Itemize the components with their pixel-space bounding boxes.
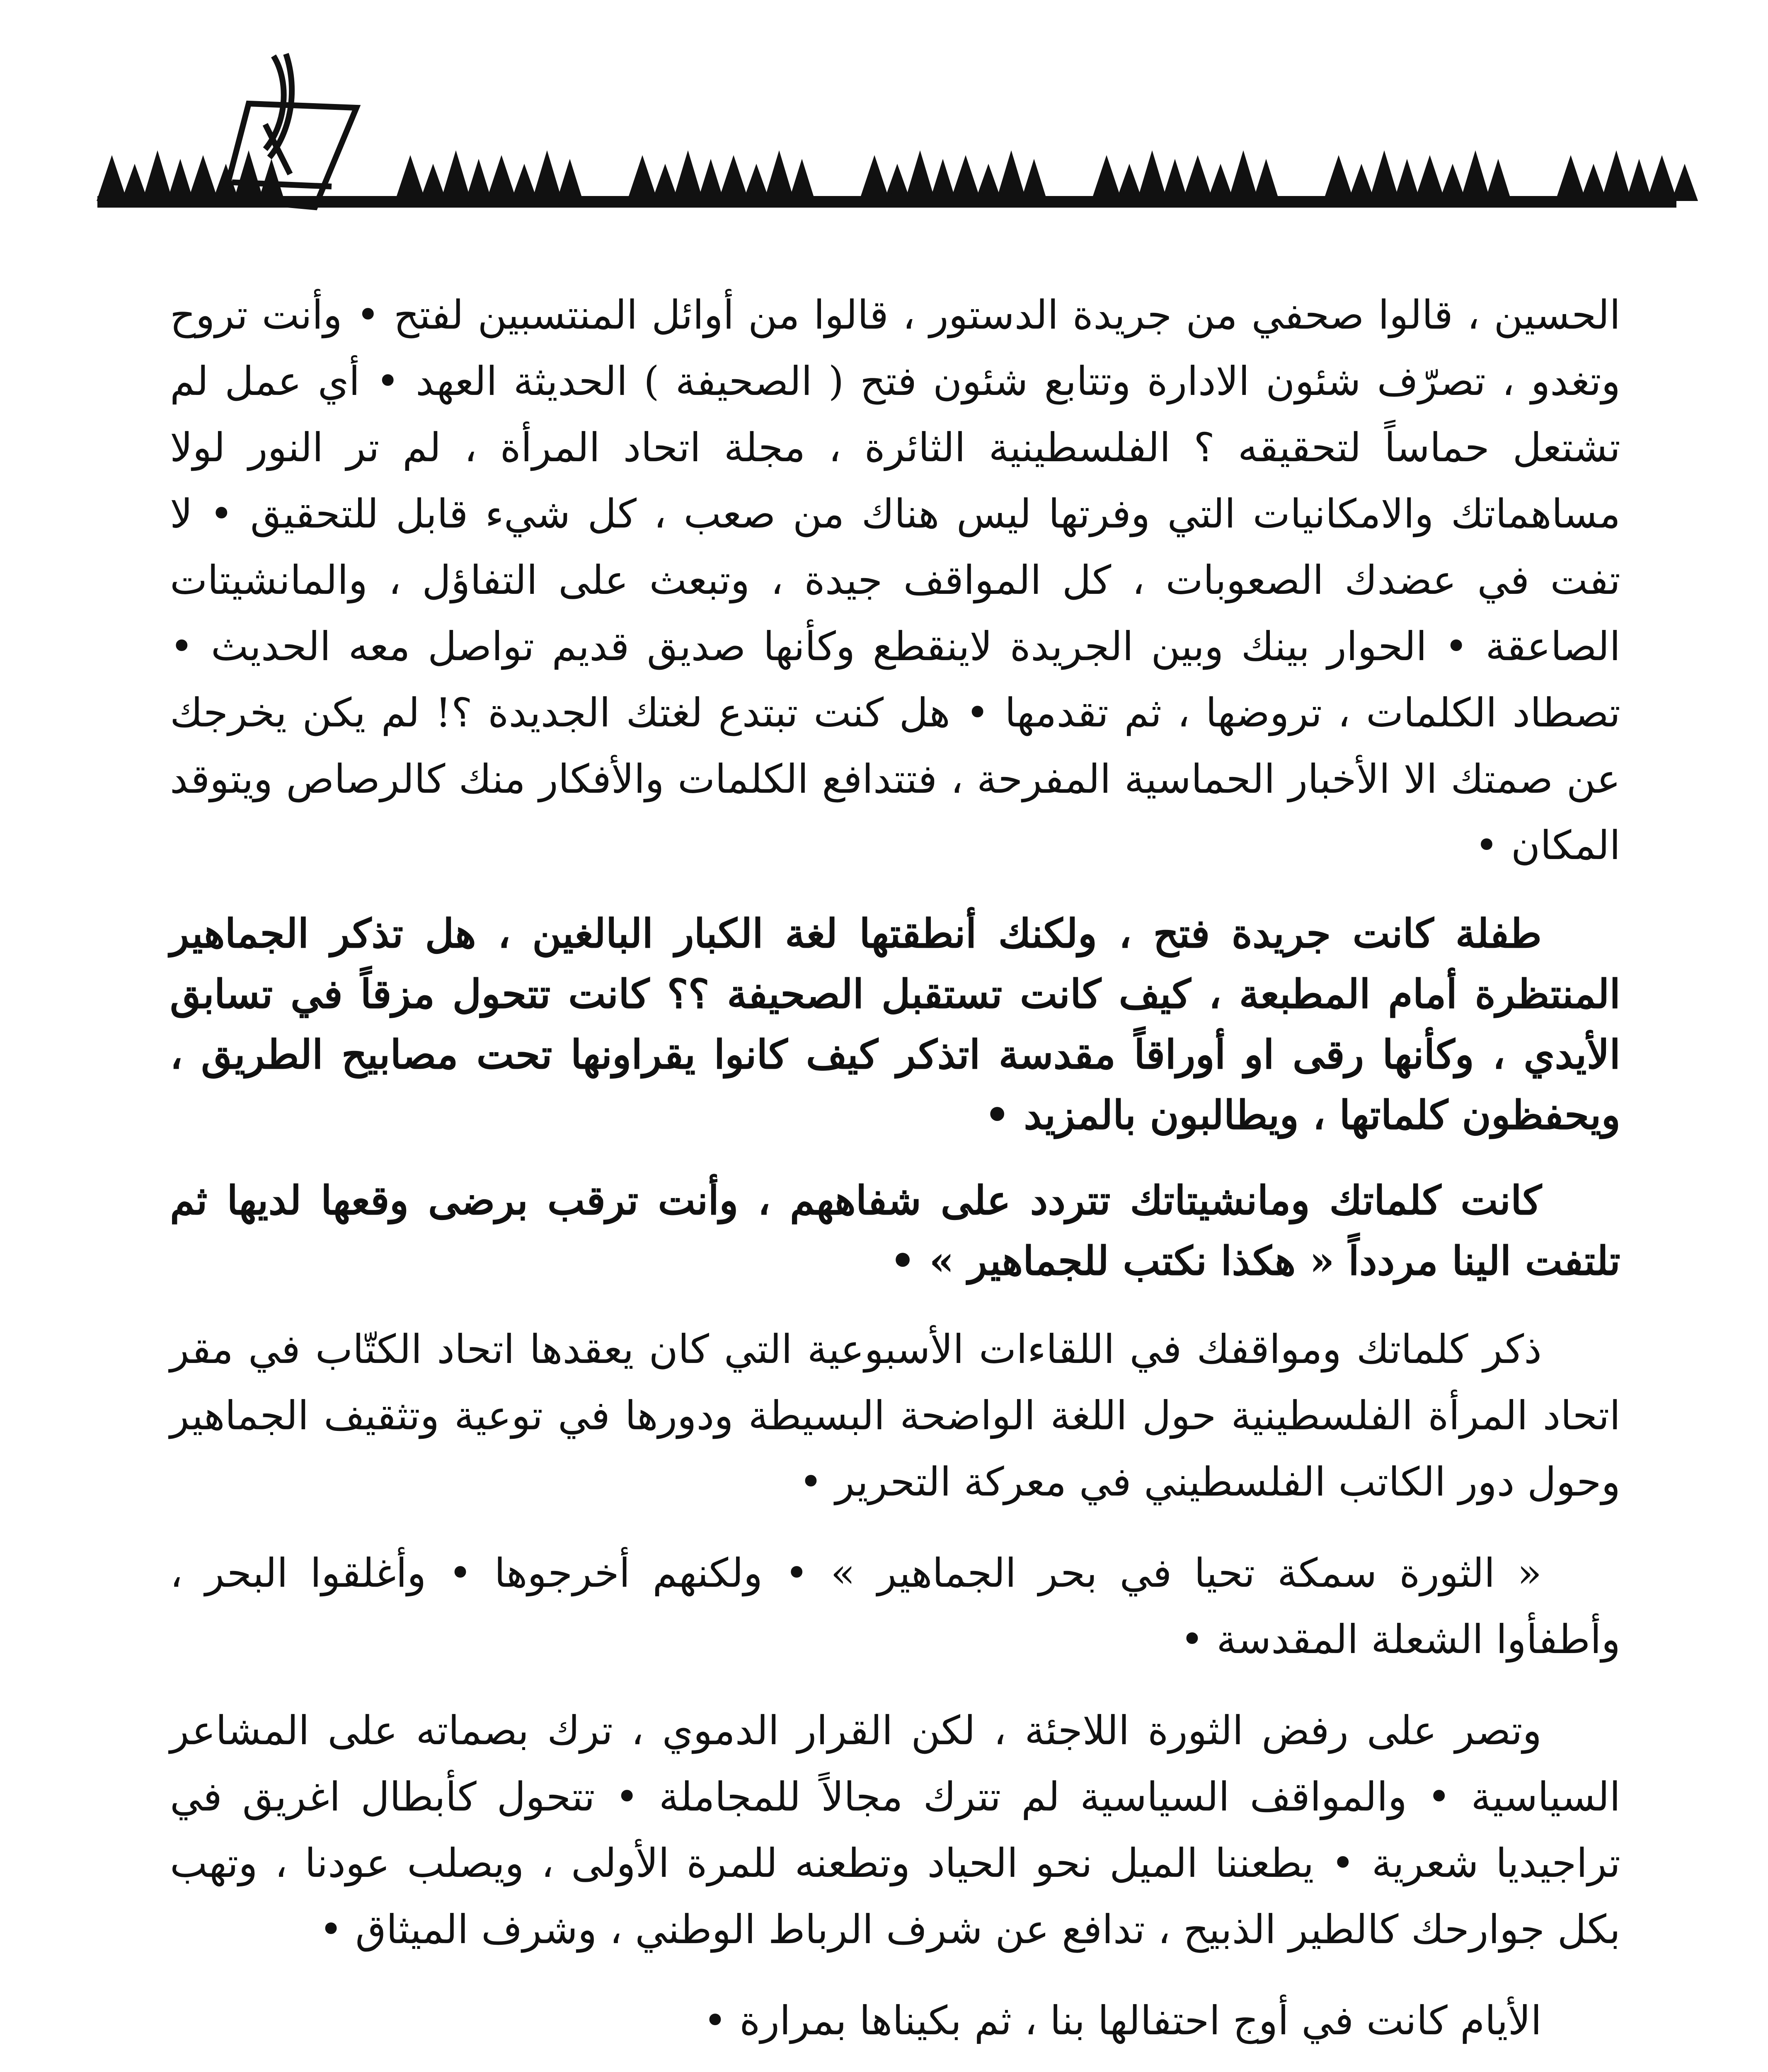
paragraph-6: وتصر على رفض الثورة اللاجئة ، لكن القرار الدموي ، ترك بصماته على المشاعر السياسية • والمواقف السياسية لم تترك مجالاً للمجاملة • تتحول كأبطال اغريق في تراجيديا شعرية • يطعننا الميل نحو الحياد وتطعنه للمرة الأولى ، ويصلب عودنا ، وتهب بكل جوارحك كالطير الذبيح ، تدافع عن شرف الرباط الوطني ، وشرف الميثاق •: [170, 1707, 1621, 1953]
paragraph-4: ذكر كلماتك ومواقفك في اللقاءات الأسبوعية التي كان يعقدها اتحاد الكتّاب في مقر اتحاد المرأة الفلسطينية حول اللغة الواضحة البسيطة ودورها في توعية وتثقيف الجماهير وحول دور الكاتب الفلسطيني في معركة التحرير •: [170, 1326, 1621, 1505]
article-body: [170, 282, 1620, 2072]
header-ornament: [0, 0, 1768, 232]
paragraph-2: طفلة كانت جريدة فتح ، ولكنك أنطقتها لغة الكبار البالغين ، هل تذكر الجماهير المنتظرة أمام المطبعة ، كيف كانت تستقبل الصحيفة ؟؟ كانت تتحول مزقاً في تسابق الأيدي ، وكأنها رقى او أوراقاً مقدسة اتذكر كيف كانوا يقراونها تحت مصابيح الطريق ، ويحفظون كلماتها ، ويطالبون بالمزيد •: [170, 910, 1621, 1138]
grass-border: [99, 157, 1695, 206]
paragraph-5: « الثورة سمكة تحيا في بحر الجماهير » • ولكنهم أخرجوها • وأغلقوا البحر ، وأطفأوا الشعلة المقدسة •: [170, 1550, 1620, 1663]
paragraph-1: الحسين ، قالوا صحفي من جريدة الدستور ، قالوا من أوائل المنتسبين لفتح • وأنت تروح وتغدو ، تصرّف شئون الادارة وتتابع شئون فتح ( الصحيفة ) الحديثة العهد • أي عمل لم تشتعل حماساً لتحقيقه ؟ الفلسطينية الثائرة ، مجلة اتحاد المرأة ، لم تر النور لولا مساهماتك والامكانيات التي وفرتها ليس هناك من صعب ، كل شيء قابل للتحقيق • لا تفت في عضدك الصعوبات ، كل المواقف جيدة ، وتبعث على التفاؤل ، والمانشيتات الصاعقة • الحوار بينك وبين الجريدة لاينقطع وكأنها صديق قديم تواصل معه الحديث • تصطاد الكلمات ، تروضها ، ثم تقدمها • هل كنت تبتدع لغتك الجديدة ؟! لم يكن يخرجك عن صمتك الا الأخبار الحماسية المفرحة ، فتتدافع الكلمات والأفكار منك كالرصاص ويتوقد المكان •: [170, 292, 1621, 869]
paragraph-3: كانت كلماتك ومانشيتاتك تتردد على شفاههم ، وأنت ترقب برضى وقعها لديها ثم تلتفت الينا مردداً « هكذا نكتب للجماهير » •: [170, 1177, 1620, 1284]
paragraph-7: الأيام كانت في أوج احتفالها بنا ، ثم بكيناها بمرارة •: [703, 1997, 1542, 2044]
